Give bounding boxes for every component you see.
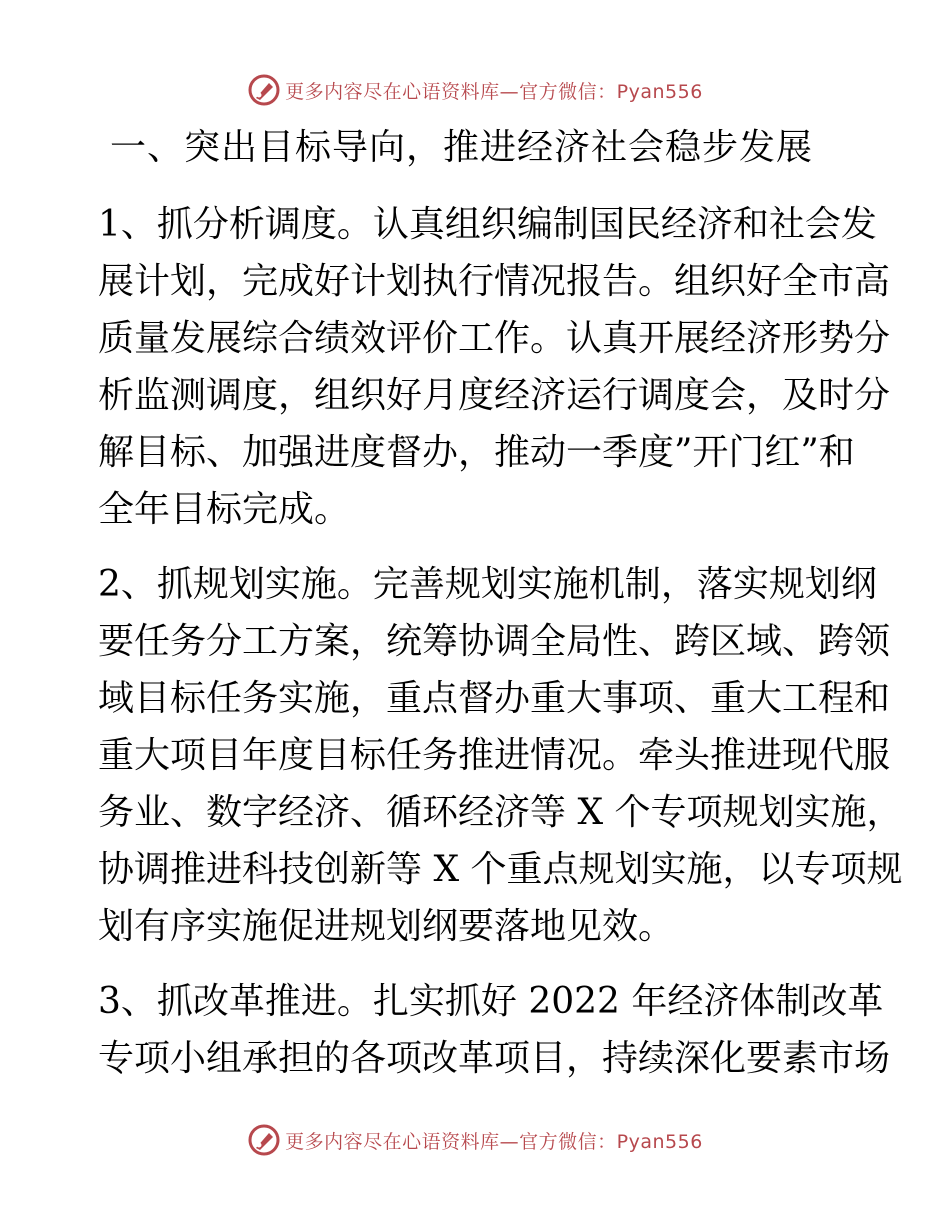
paragraph-line: 解目标、加强进度督办，推动一季度”开门红”和 <box>98 432 855 473</box>
watermark-text: 更多内容尽在心语资料库—官方微信：Pyan556 <box>285 80 703 103</box>
paragraph-line: 协调推进科技创新等 X 个重点规划实施，以专项规 <box>98 849 903 890</box>
watermark-footer <box>0 1120 950 1160</box>
section-heading: 一、突出目标导向，推进经济社会稳步发展 <box>110 127 814 168</box>
paragraph-line: 全年目标完成。 <box>98 489 351 530</box>
paragraph-3 <box>98 973 891 1087</box>
paragraph-line: 析监测调度，组织好月度经济运行调度会，及时分 <box>98 375 891 416</box>
paragraph-1 <box>98 196 891 538</box>
paragraph-line: 划有序实施促进规划纲要落地见效。 <box>98 906 675 947</box>
pen-logo-icon <box>247 1123 281 1157</box>
paragraph-2 <box>98 556 903 955</box>
paragraph-line: 要任务分工方案，统筹协调全局性、跨区域、跨领 <box>98 621 891 662</box>
paragraph-line: 质量发展综合绩效评价工作。认真开展经济形势分 <box>98 318 891 359</box>
paragraph-line: 3、抓改革推进。扎实抓好 2022 年经济体制改革 <box>98 981 884 1022</box>
paragraph-line: 2、抓规划实施。完善规划实施机制，落实规划纲 <box>98 564 877 605</box>
pen-logo-icon <box>247 73 281 107</box>
paragraph-line: 专项小组承担的各项改革项目，持续深化要素市场 <box>98 1038 891 1079</box>
document-body <box>98 124 903 1105</box>
paragraph-line: 展计划，完成好计划执行情况报告。组织好全市高 <box>98 261 891 302</box>
paragraph-line: 域目标任务实施，重点督办重大事项、重大工程和 <box>98 678 891 719</box>
paragraph-line: 务业、数字经济、循环经济等 X 个专项规划实施， <box>98 792 903 833</box>
paragraph-line: 1、抓分析调度。认真组织编制国民经济和社会发 <box>98 204 877 245</box>
paragraph-line: 重大项目年度目标任务推进情况。牵头推进现代服 <box>98 735 891 776</box>
watermark-header <box>0 70 950 110</box>
watermark-text: 更多内容尽在心语资料库—官方微信：Pyan556 <box>285 1130 703 1153</box>
